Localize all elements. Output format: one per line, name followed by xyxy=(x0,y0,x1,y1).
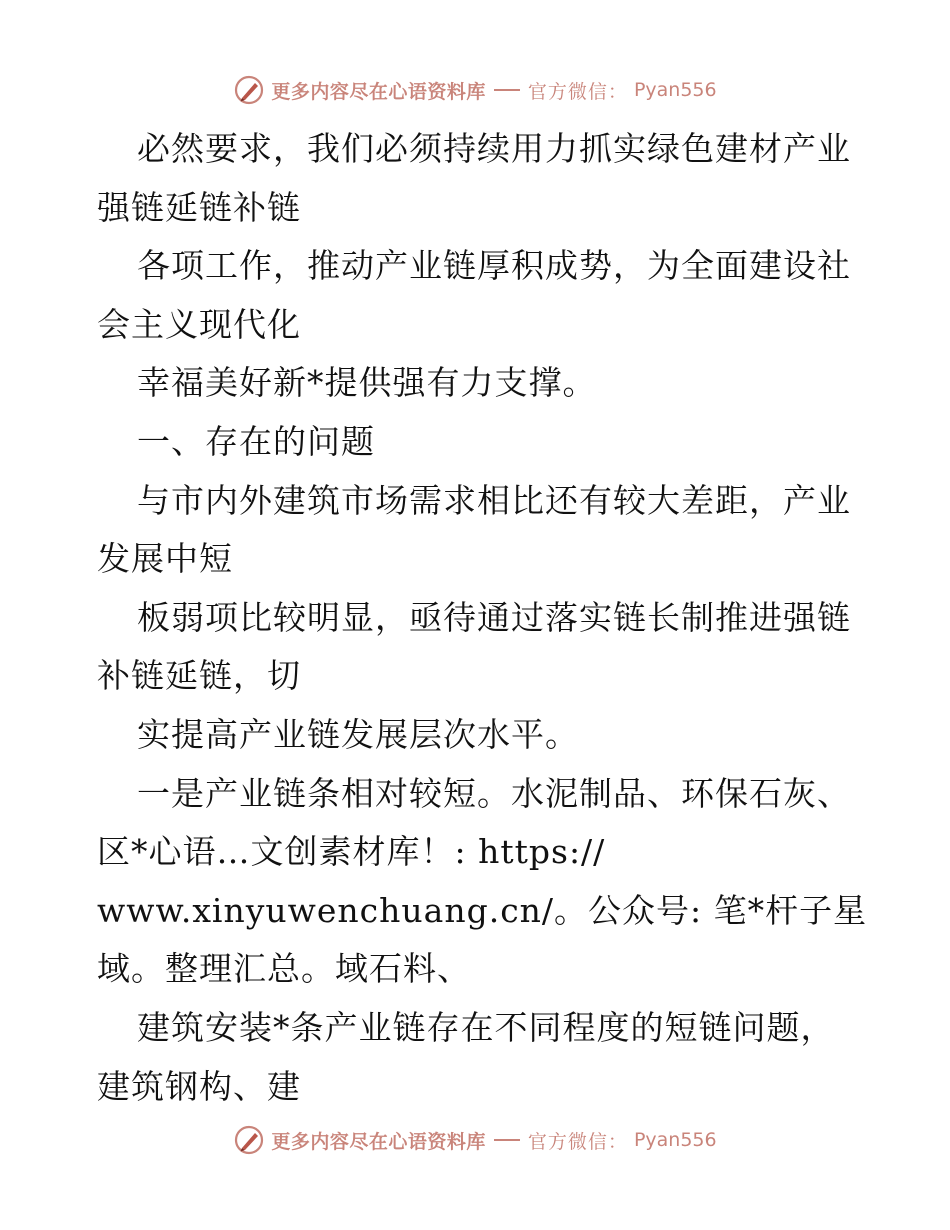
pen-logo-icon xyxy=(233,1124,265,1156)
header-watermark-banner xyxy=(0,70,950,110)
footer-contact-label: 官方微信： xyxy=(527,1130,628,1153)
body-line: 建筑安装*条产业链存在不同程度的短链问题， xyxy=(137,1007,835,1047)
body-line: 强链延链补链 xyxy=(97,187,301,227)
body-line: 实提高产业链发展层次水平。 xyxy=(137,714,579,754)
body-line: 幸福美好新*提供强有力支撑。 xyxy=(137,363,597,403)
header-wechat-id: Pyan556 xyxy=(633,79,717,101)
body-line: 发展中短 xyxy=(97,539,233,579)
section-heading: 一、存在的问题 xyxy=(137,421,375,461)
header-brand-text: 更多内容尽在心语资料库 xyxy=(271,80,486,103)
document-body xyxy=(97,120,867,1116)
body-line: 会主义现代化 xyxy=(97,304,301,344)
body-line: 建筑钢构、建 xyxy=(97,1066,301,1106)
header-dash-divider xyxy=(494,89,520,91)
body-line: 一是产业链条相对较短。水泥制品、环保石灰、 xyxy=(137,773,851,813)
pen-logo-icon xyxy=(233,74,265,106)
body-line: 板弱项比较明显，亟待通过落实链长制推进强链 xyxy=(137,597,851,637)
header-contact-label: 官方微信： xyxy=(527,80,628,103)
body-line: 各项工作，推动产业链厚积成势，为全面建设社 xyxy=(137,246,851,286)
body-line: 必然要求，我们必须持续用力抓实绿色建材产业 xyxy=(137,129,851,168)
body-line: 补链延链，切 xyxy=(97,656,301,696)
footer-brand-text: 更多内容尽在心语资料库 xyxy=(271,1130,486,1153)
body-line: 与市内外建筑市场需求相比还有较大差距，产业 xyxy=(137,480,851,520)
body-line: 域。整理汇总。域石料、 xyxy=(97,949,471,989)
body-line: 区*心语…文创素材库！: https:// xyxy=(97,832,606,872)
footer-wechat-id: Pyan556 xyxy=(633,1129,717,1151)
footer-watermark-banner xyxy=(0,1120,950,1160)
body-line: www.xinyuwenchuang.cn/。公众号: 笔*杆子星 xyxy=(97,890,868,930)
footer-dash-divider xyxy=(494,1139,520,1141)
